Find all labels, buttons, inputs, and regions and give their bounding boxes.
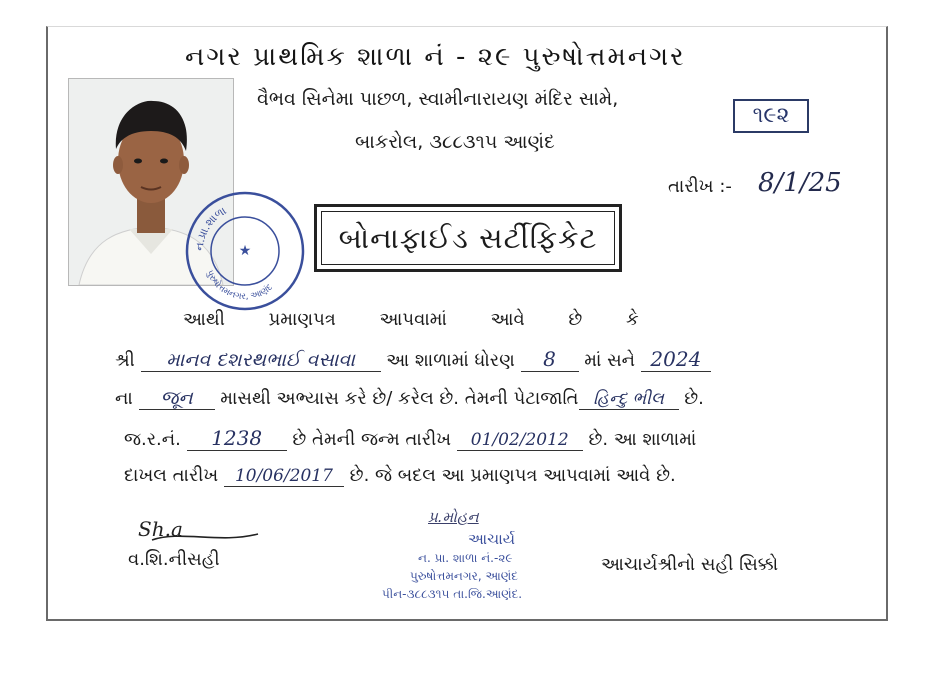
student-name: માનવ દશરથભાઈ વસાવા bbox=[141, 349, 381, 372]
principal-sign-seal-label: આચાર્યશ્રીનો સહી સિક્કો bbox=[601, 554, 779, 575]
body-line-4 bbox=[124, 426, 696, 451]
principal-stamp-line-1: ન. પ્રા. શાળા નં.-૨૯ bbox=[418, 551, 513, 565]
svg-text:પુરુષોત્તમનગર, આણંદ bbox=[204, 269, 275, 302]
principal-stamp-block bbox=[380, 508, 610, 608]
line2-text: આ શાળામાં ધોરણ bbox=[386, 350, 515, 371]
body-line-2 bbox=[115, 347, 711, 372]
serial-number: ૧૯૨ bbox=[733, 99, 809, 133]
line3-text: માસથી અભ્યાસ કરે છે/ કરેલ છે. તેમની પેટાજાતિ bbox=[220, 388, 579, 409]
principal-stamp-line-3: પીન-૩૮૮૩૧૫ તા.જિ.આણંદ. bbox=[382, 587, 523, 601]
school-name: નગર પ્રાથમિક શાળા નં - ૨૯ પુરુષોત્તમનગર bbox=[185, 42, 686, 72]
prefix-shri: શ્રી bbox=[115, 350, 135, 371]
birth-date: 01/02/2012 bbox=[457, 430, 583, 451]
body-line-1: આથી પ્રમાણપત્ર આપવામાં આવે છે કે bbox=[183, 309, 639, 330]
address-line-1: વૈભવ સિનેમા પાછળ, સ્વામીનારાયણ મંદિર સામે, bbox=[257, 88, 619, 110]
clerk-signature: Sh.a bbox=[138, 517, 183, 541]
line4-prefix: જ.ર.નં. bbox=[124, 429, 181, 450]
body-line-3 bbox=[115, 387, 704, 410]
caste-value: હિન્દુ ભીલ bbox=[579, 389, 679, 410]
principal-title: આચાર્ય bbox=[468, 530, 516, 548]
standard-value: 8 bbox=[521, 347, 579, 372]
stamp-top-text: ન.પ્રા.શાળા bbox=[192, 204, 229, 252]
body-line-5 bbox=[124, 465, 676, 487]
address-line-2: બાકરોલ, ૩૮૮૩૧૫ આણંદ bbox=[355, 131, 555, 153]
stamp-bottom-text: પુરુષોત્તમનગર, આણંદ bbox=[204, 268, 275, 303]
line2-text-2: માં સને bbox=[584, 350, 636, 371]
line4-suffix: છે. આ શાળામાં bbox=[588, 429, 697, 450]
line4-text: છે તેમની જન્મ તારીખ bbox=[292, 429, 452, 450]
certificate-title: બોનાફાઈડ સર્ટીફિકેટ bbox=[321, 211, 615, 265]
month-value: જૂન bbox=[139, 387, 215, 410]
svg-text:★: ★ bbox=[238, 243, 252, 259]
clerk-signature-stroke bbox=[150, 528, 260, 546]
principal-signature: પ્ર.મોહન bbox=[428, 508, 479, 526]
certificate-title-box bbox=[314, 204, 622, 272]
line3-prefix: ના bbox=[115, 388, 133, 409]
line3-suffix: છે. bbox=[684, 388, 704, 409]
gr-number: 1238 bbox=[187, 426, 287, 451]
line5-suffix: છે. જે બદલ આ પ્રમાણપત્ર આપવામાં આવે છે. bbox=[349, 465, 676, 486]
svg-text:ન.પ્રા.શાળા bbox=[193, 204, 229, 251]
principal-stamp-line-2: પુરુષોત્તમનગર, આણંદ bbox=[410, 569, 518, 583]
admission-date: 10/06/2017 bbox=[224, 466, 344, 487]
year-value: 2024 bbox=[641, 347, 711, 372]
school-round-stamp bbox=[183, 189, 307, 313]
line5-prefix: દાખલ તારીખ bbox=[124, 465, 219, 486]
date-label: તારીખ :- bbox=[668, 176, 732, 197]
clerk-label: વ.શિ.નીસહી bbox=[128, 549, 220, 570]
date-value: 8/1/25 bbox=[758, 168, 842, 198]
